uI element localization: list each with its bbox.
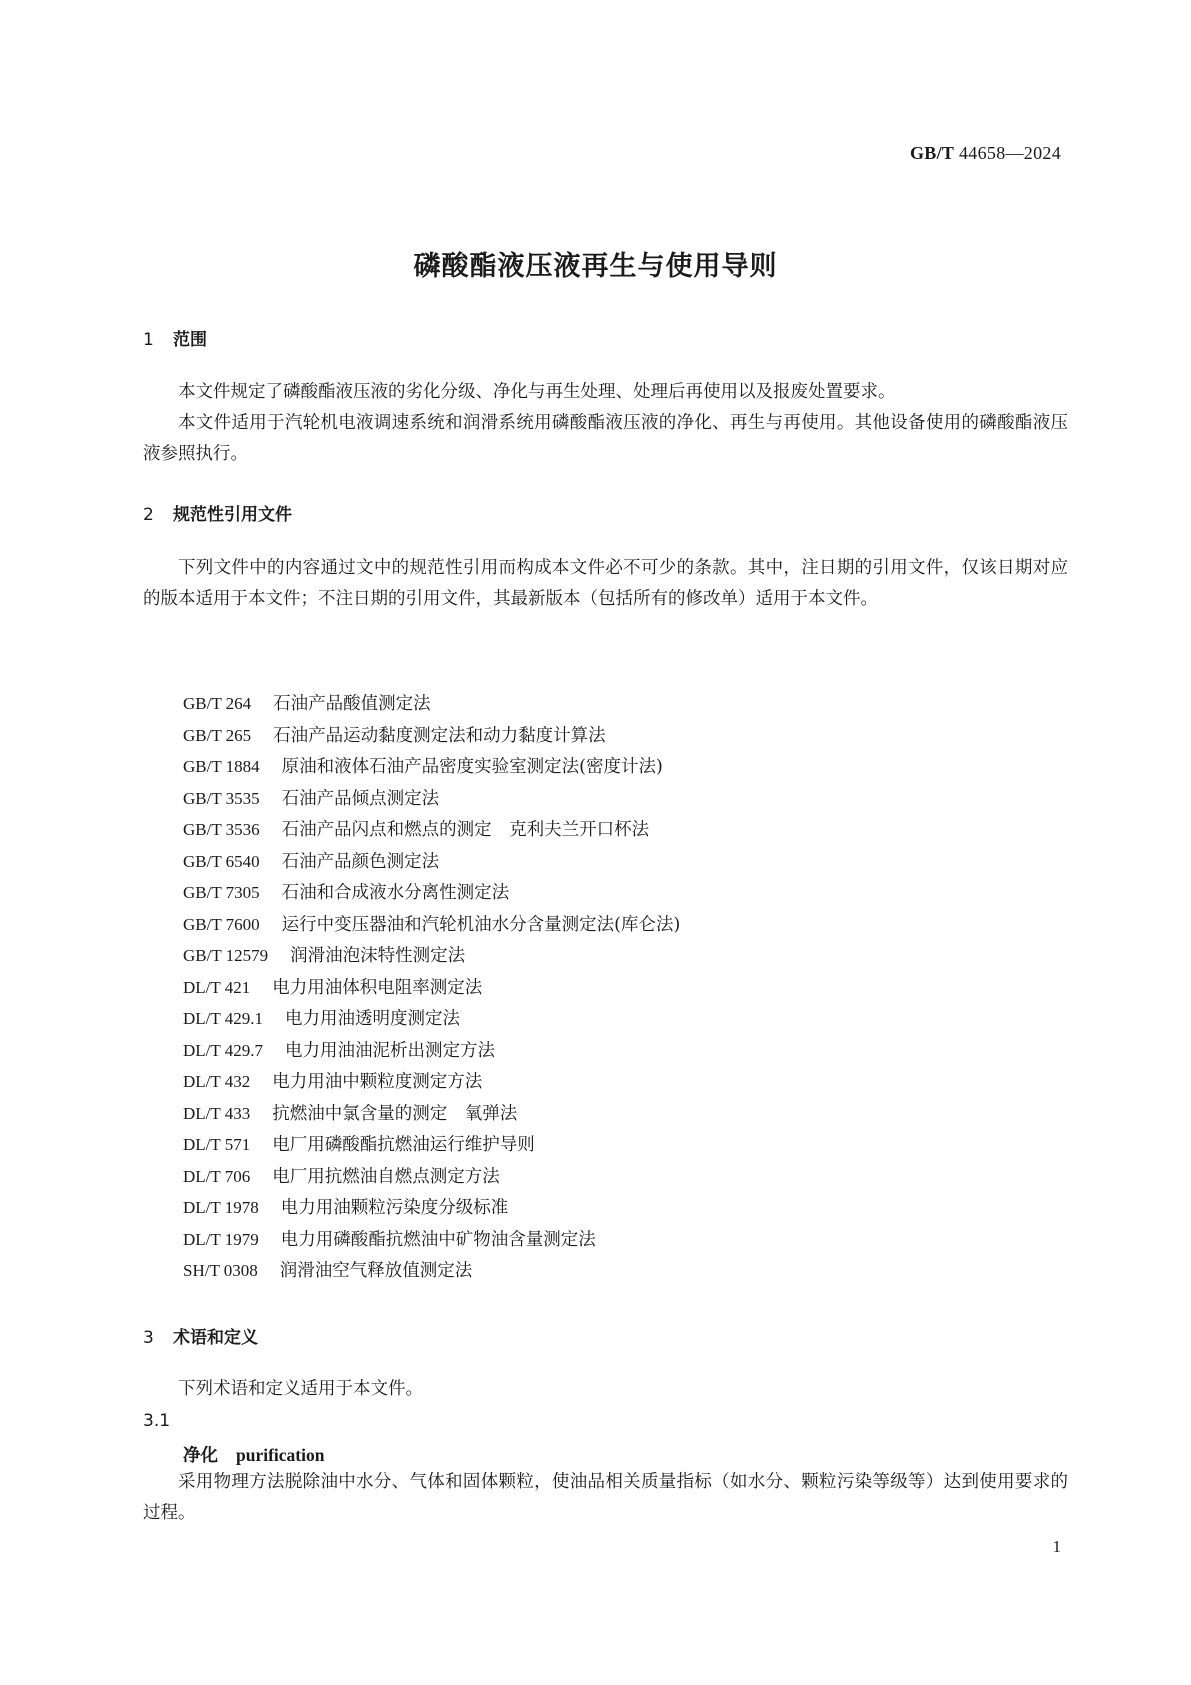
standard-code — [910, 143, 1061, 164]
reference-item — [183, 720, 680, 752]
reference-title: 抗燃油中氯含量的测定 氧弹法 — [272, 1103, 518, 1124]
reference-code: GB/T 1884 — [183, 757, 260, 776]
reference-item — [183, 1161, 680, 1193]
reference-code: GB/T 3535 — [183, 788, 260, 808]
reference-title: 电力用油透明度测定法 — [284, 1009, 460, 1029]
reference-title: 原油和液体石油产品密度实验室测定法(密度计法) — [281, 757, 663, 777]
reference-code: DL/T 432 — [183, 1072, 251, 1091]
reference-title: 电厂用磷酸酯抗燃油运行维护导则 — [272, 1135, 535, 1155]
standard-code-prefix: GB/T — [909, 143, 955, 163]
reference-title: 电力用油中颗粒度测定方法 — [272, 1072, 483, 1092]
reference-code: GB/T 7305 — [183, 883, 260, 902]
reference-item — [183, 877, 680, 909]
section-title: 术语和定义 — [173, 1328, 258, 1348]
reference-item — [183, 909, 680, 941]
reference-title: 石油产品运动黏度测定法和动力黏度计算法 — [273, 725, 606, 746]
reference-code: DL/T 429.7 — [183, 1040, 263, 1060]
reference-item — [183, 814, 680, 846]
reference-title: 石油产品酸值测定法 — [273, 694, 431, 714]
reference-code: GB/T 12579 — [183, 946, 269, 965]
section-title: 范围 — [173, 330, 207, 350]
reference-code: SH/T 0308 — [183, 1261, 258, 1280]
reference-item — [183, 688, 680, 720]
section-1-heading — [143, 325, 207, 350]
reference-code: DL/T 571 — [183, 1135, 251, 1154]
reference-title: 润滑油空气释放值测定法 — [279, 1261, 473, 1281]
reference-code: GB/T 6540 — [183, 851, 260, 871]
term-number: 3.1 — [143, 1411, 171, 1431]
reference-item — [183, 783, 680, 815]
reference-code: DL/T 429.1 — [183, 1009, 263, 1028]
scope-paragraph-2: 本文件适用于汽轮机电液调速系统和润滑系统用磷酸酯液压液的净化、再生与再使用。其他设备使用的磷酸酯液压液参照执行。 — [143, 413, 1068, 464]
reference-title: 运行中变压器油和汽轮机油水分含量测定法(库仑法) — [281, 914, 681, 935]
section-2-heading — [143, 500, 292, 525]
term-definition: 采用物理方法脱除油中水分、气体和固体颗粒，使油品相关质量指标（如水分、颗粒污染等级等）达到使用要求的过程。 — [143, 1472, 1068, 1523]
reference-title: 润滑油泡沫特性测定法 — [290, 946, 466, 966]
reference-item — [183, 940, 680, 972]
section-title: 规范性引用文件 — [173, 505, 292, 525]
reference-code: GB/T 264 — [183, 694, 252, 713]
reference-item — [183, 1035, 680, 1067]
section-number: 3 — [143, 1328, 154, 1348]
reference-title: 电力用油油泥析出测定方法 — [284, 1040, 495, 1061]
reference-code: DL/T 1978 — [183, 1198, 259, 1217]
reference-code: GB/T 7600 — [183, 914, 260, 934]
reference-item — [183, 972, 680, 1004]
scope-paragraph-1: 本文件规定了磷酸酯液压液的劣化分级、净化与再生处理、处理后再使用以及报废处置要求。 — [178, 382, 896, 402]
reference-item — [183, 1003, 680, 1035]
reference-title: 石油产品倾点测定法 — [281, 788, 440, 809]
reference-item — [183, 1224, 680, 1256]
section-3-heading — [143, 1323, 258, 1348]
reference-list — [183, 688, 680, 1287]
term-heading — [183, 1442, 324, 1467]
reference-code: GB/T 3536 — [183, 820, 260, 839]
reference-code: DL/T 433 — [183, 1103, 251, 1123]
reference-item — [183, 1129, 680, 1161]
section-number: 2 — [143, 505, 154, 525]
reference-code: DL/T 1979 — [183, 1229, 259, 1249]
reference-title: 电厂用抗燃油自燃点测定方法 — [272, 1166, 500, 1187]
page-number: 1 — [1052, 1537, 1061, 1556]
reference-code: DL/T 421 — [183, 977, 251, 997]
term-zh: 净化 — [183, 1446, 218, 1466]
normative-intro: 下列文件中的内容通过文中的规范性引用而构成本文件必不可少的条款。其中，注日期的引用文件，仅该日期对应的版本适用于本文件；不注日期的引用文件，其最新版本（包括所有的修改单）适用于本文件。 — [143, 558, 1068, 609]
reference-title: 石油产品闪点和燃点的测定 克利夫兰开口杯法 — [281, 820, 650, 840]
reference-item — [183, 1255, 680, 1287]
reference-title: 石油产品颜色测定法 — [281, 851, 440, 872]
term-en: purification — [236, 1445, 325, 1465]
reference-item — [183, 1066, 680, 1098]
terms-intro: 下列术语和定义适用于本文件。 — [178, 1379, 423, 1399]
standard-code-number: 44658—2024 — [959, 143, 1061, 163]
reference-item — [183, 1192, 680, 1224]
section-number: 1 — [143, 330, 154, 350]
reference-title: 电力用油体积电阻率测定法 — [272, 977, 483, 998]
reference-item — [183, 1098, 680, 1130]
reference-item — [183, 751, 680, 783]
reference-title: 电力用油颗粒污染度分级标准 — [280, 1198, 509, 1218]
reference-title: 石油和合成液水分离性测定法 — [281, 883, 510, 903]
document-title: 磷酸酯液压液再生与使用导则 — [413, 251, 778, 282]
reference-code: GB/T 265 — [183, 725, 252, 745]
reference-item — [183, 846, 680, 878]
reference-title: 电力用磷酸酯抗燃油中矿物油含量测定法 — [280, 1229, 596, 1250]
reference-code: DL/T 706 — [183, 1166, 251, 1186]
